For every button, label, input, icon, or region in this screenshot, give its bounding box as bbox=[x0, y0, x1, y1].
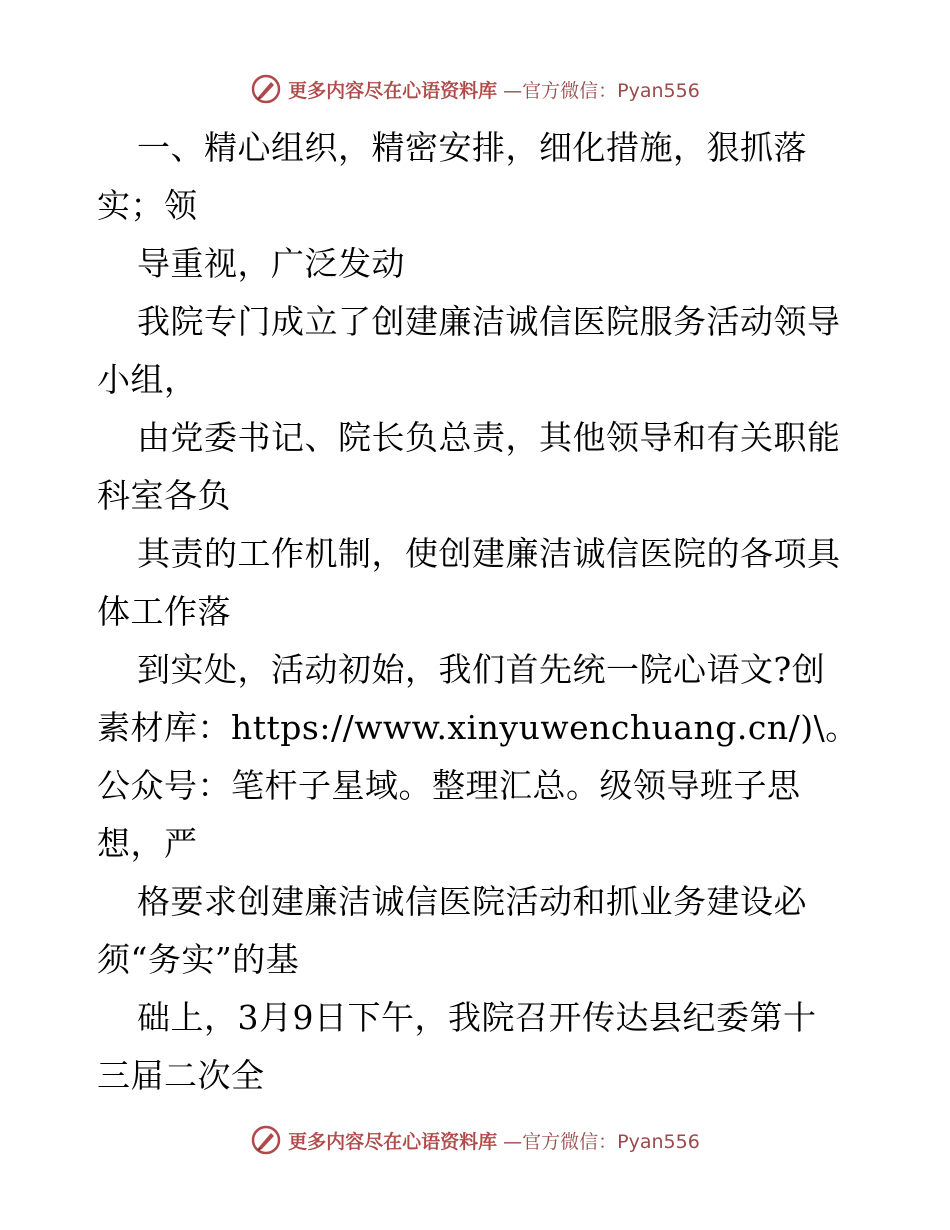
watermark-lead-text: 更多内容尽在心语资料库 bbox=[288, 79, 498, 102]
paragraph-line: 格要求创建廉洁诚信医院活动和抓业务建设必 bbox=[137, 882, 807, 921]
paragraph-line: 公众号：笔杆子星域。整理汇总。级领导班子思 bbox=[97, 766, 801, 805]
paragraph-line: 到实处，活动初始，我们首先统一院心语文?创 bbox=[137, 650, 826, 689]
watermark-tail-text: —官方微信：Pyan556 bbox=[503, 1130, 700, 1153]
paragraph-line: 素材库：https://www.xinyuwenchuang.cn/)\。 bbox=[97, 708, 859, 747]
pen-logo-icon bbox=[250, 1124, 282, 1156]
paragraph-line: 体工作落 bbox=[97, 592, 231, 631]
paragraph-line: 我院专门成立了创建廉洁诚信医院服务活动领导 bbox=[137, 302, 841, 341]
watermark-lead-text: 更多内容尽在心语资料库 bbox=[288, 1130, 498, 1153]
paragraph-line: 一、精心组织，精密安排，细化措施，狠抓落 bbox=[137, 128, 807, 167]
paragraph-line: 实；领 bbox=[97, 186, 198, 225]
paragraph-line: 由党委书记、院长负总责，其他领导和有关职能 bbox=[137, 418, 841, 457]
footer-watermark bbox=[0, 1123, 950, 1157]
paragraph-line: 导重视，广泛发动 bbox=[137, 244, 405, 283]
paragraph-line: 科室各负 bbox=[97, 476, 231, 515]
paragraph-line: 小组， bbox=[97, 360, 198, 399]
watermark-tail-text: —官方微信：Pyan556 bbox=[503, 79, 700, 102]
pen-logo-icon bbox=[250, 73, 282, 105]
paragraph-line: 其责的工作机制，使创建廉洁诚信医院的各项具 bbox=[137, 534, 841, 573]
header-watermark bbox=[0, 72, 950, 106]
paragraph-line: 三届二次全 bbox=[97, 1056, 265, 1095]
paragraph-line: 础上，3月9日下午，我院召开传达县纪委第十 bbox=[137, 998, 817, 1037]
paragraph-line: 想，严 bbox=[97, 824, 198, 863]
paragraph-line: 须“务实”的基 bbox=[97, 940, 300, 979]
